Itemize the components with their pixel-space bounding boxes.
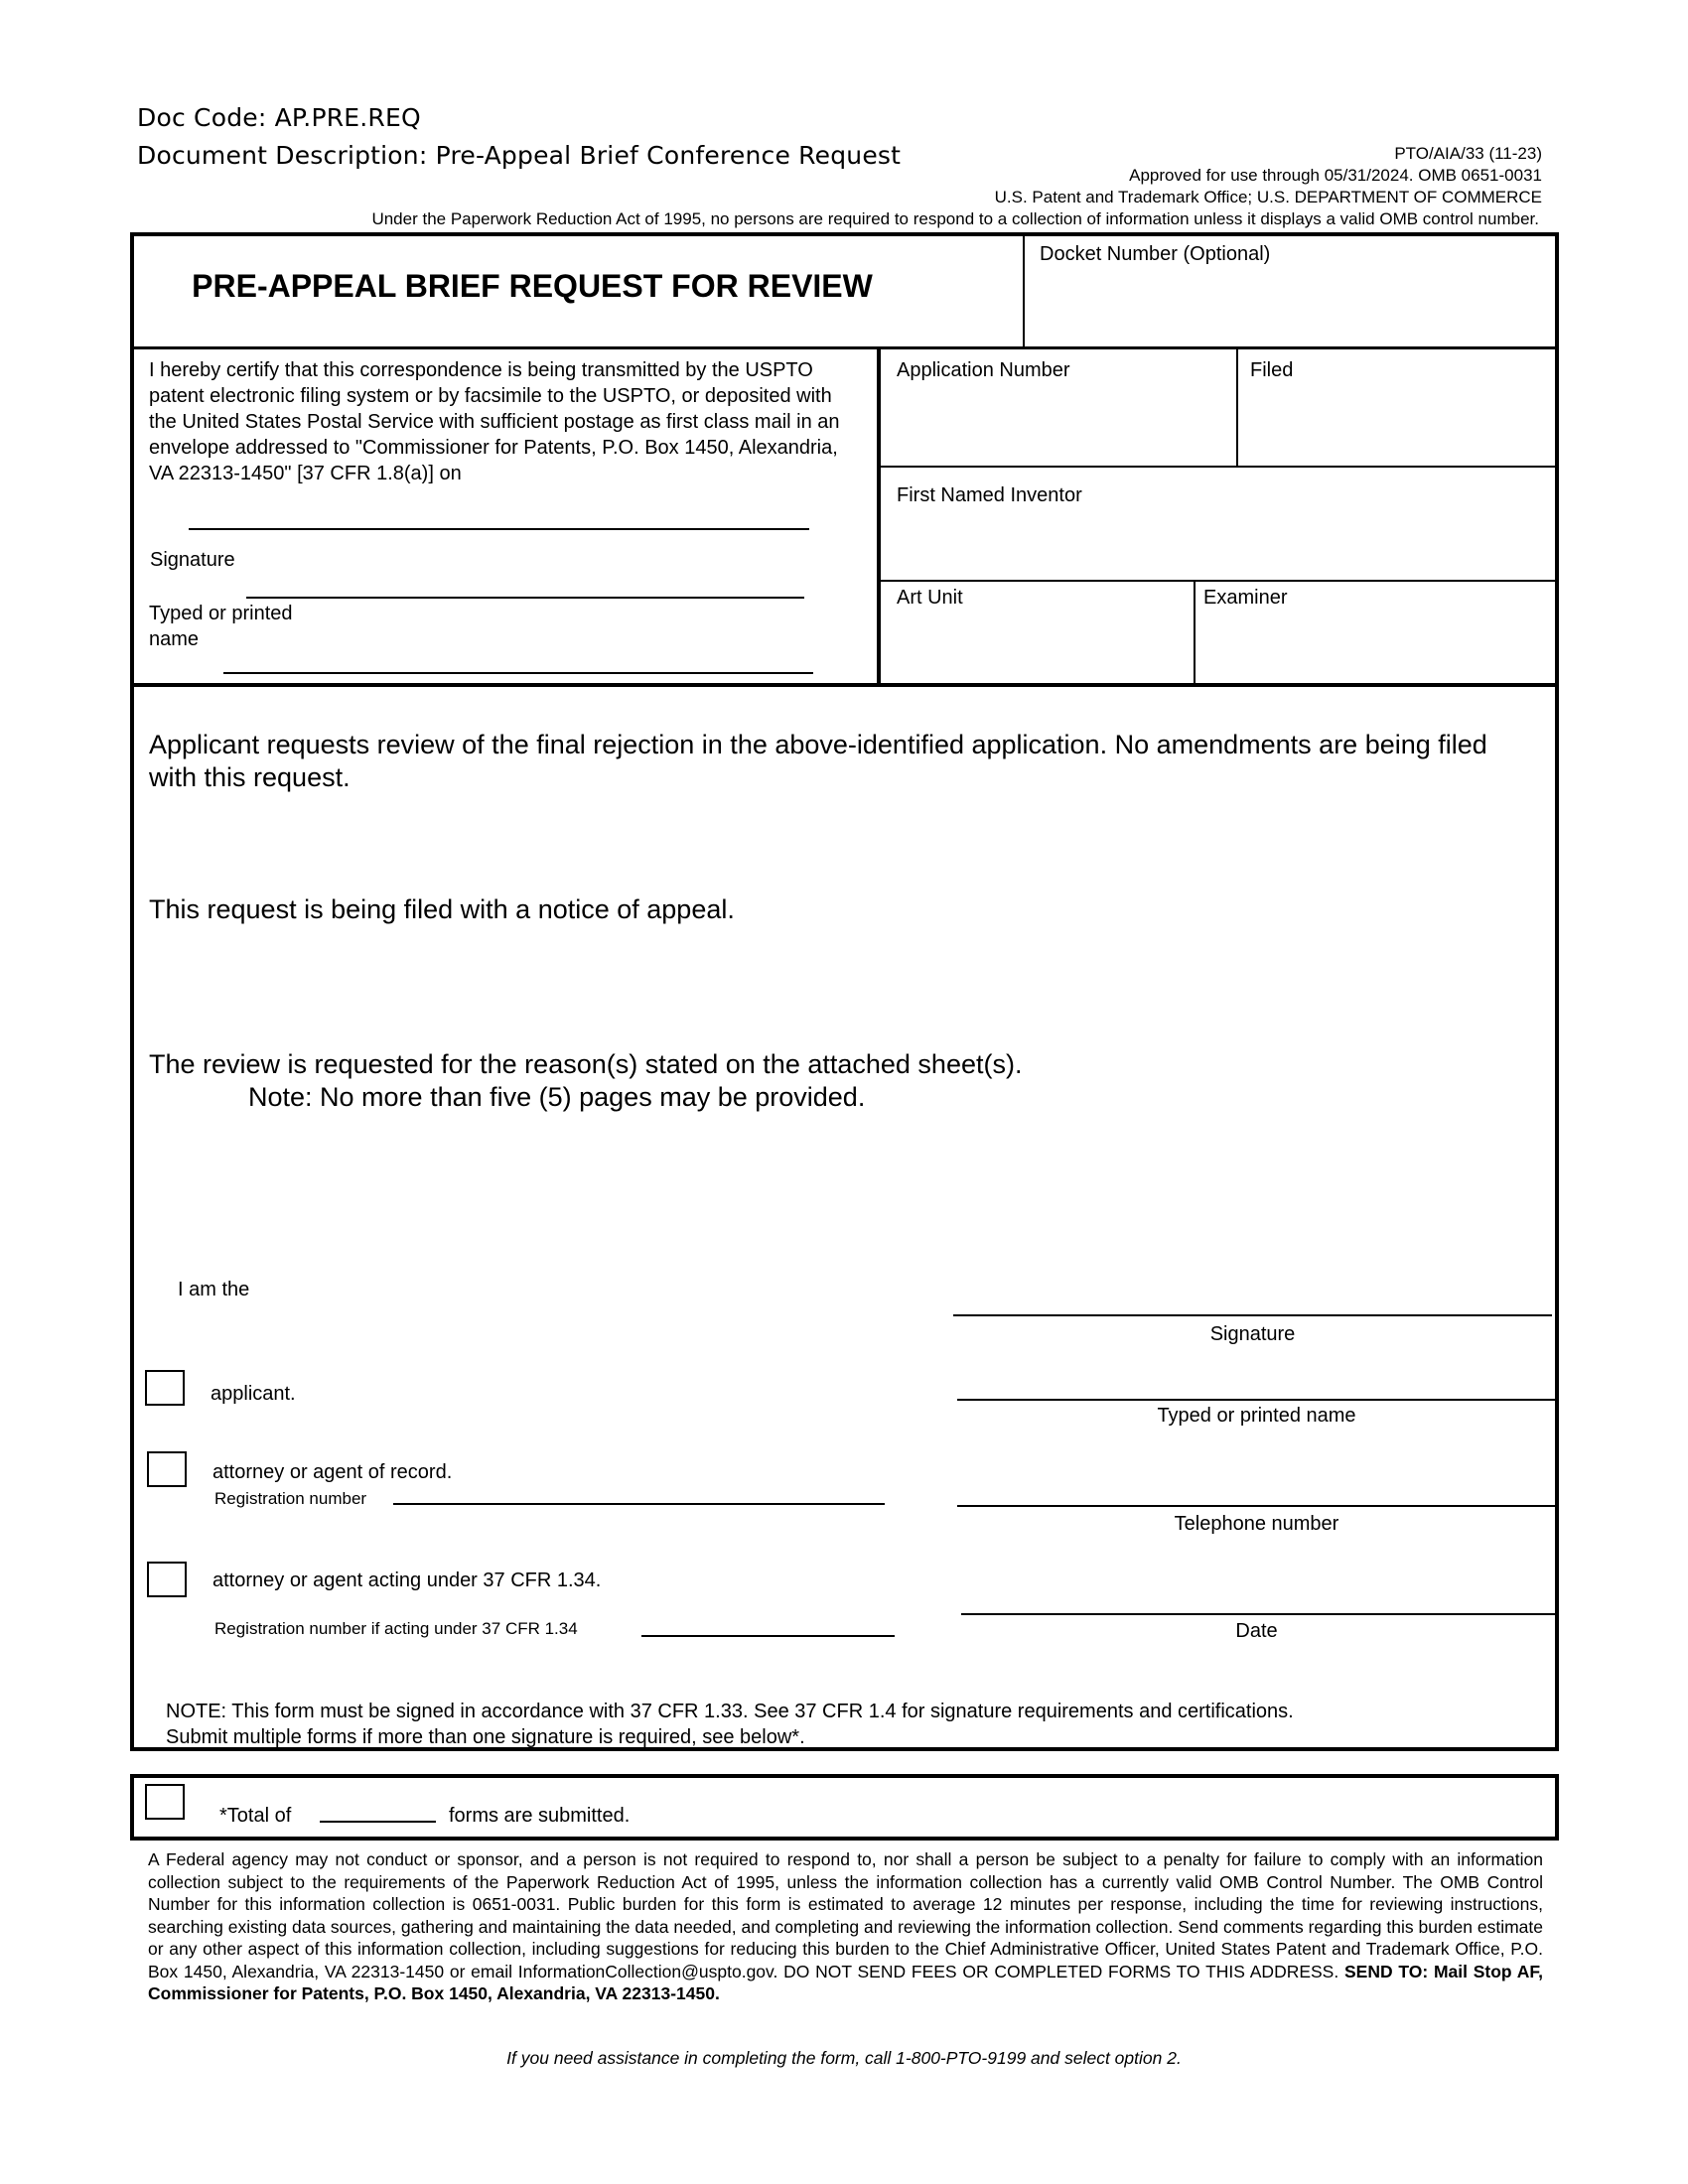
registration-number-line[interactable]: [393, 1503, 885, 1505]
docket-number-label: Docket Number (Optional): [1040, 243, 1271, 265]
certification-signature-line[interactable]: [246, 597, 804, 599]
telephone-line[interactable]: [957, 1505, 1559, 1507]
agency-text: U.S. Patent and Trademark Office; U.S. DEPARTMENT OF COMMERCE: [994, 188, 1542, 206]
signature-note-line2: Submit multiple forms if more than one signature is required, see below*.: [166, 1726, 805, 1748]
total-forms-checkbox[interactable]: [145, 1784, 185, 1820]
note-text: Note: No more than five (5) pages may be provided.: [248, 1082, 866, 1112]
telephone-caption: Telephone number: [1174, 1513, 1339, 1535]
divider: [879, 580, 1557, 582]
application-number-label: Application Number: [897, 359, 1070, 381]
application-number-field[interactable]: [889, 389, 1226, 459]
send-to-address: SEND TO: Mail Stop AF, Commissioner for Patents, P.O. Box 1450, Alexandria, VA 22313-1450.: [148, 1961, 1543, 2003]
doc-code: Doc Code: AP.PRE.REQ: [137, 103, 421, 132]
total-forms-count-line[interactable]: [320, 1821, 436, 1823]
acting-attorney-checkbox[interactable]: [147, 1562, 187, 1597]
divider: [1023, 234, 1025, 347]
reason-text: The review is requested for the reason(s) stated on the attached sheet(s).: [149, 1049, 1023, 1079]
divider: [879, 466, 1557, 468]
filed-label: Filed: [1250, 359, 1294, 381]
total-forms-frame: [130, 1774, 1559, 1841]
certification-date-line[interactable]: [189, 528, 809, 530]
divider: [132, 346, 1557, 349]
total-forms-prefix: *Total of: [219, 1805, 292, 1827]
divider: [1194, 581, 1196, 684]
attorney-of-record-label: attorney or agent of record.: [212, 1461, 453, 1483]
applicant-label: applicant.: [211, 1383, 296, 1405]
filed-field[interactable]: [1246, 389, 1549, 459]
date-caption: Date: [1235, 1620, 1278, 1642]
form-number: PTO/AIA/33 (11-23): [1394, 144, 1542, 163]
certification-name-label: Typed or printed name: [149, 603, 293, 650]
burden-text: A Federal agency may not conduct or sponsor, and a person is not required to respond to, nor shall a person be subject to a penalty for failure to comply with an information collection subject to the requirements of the Paperwork Reduction Act of 1995, unless the information collection has a currently valid OMB Control Number. The OMB Control Number for this information collection is 0651-0031. Public burden for this form is estimated to average 12 minutes per response, including the time for reviewing instructions, searching existing data sources, gathering and maintaining the data needed, and completing and reviewing the information collection. Send comments regarding this burden estimate or any other aspect of this information collection, including suggestions for reducing this burden to the Chief Administrative Officer, United States Patent and Trademark Office, P.O. Box 1450, Alexandria, VA 22313-1450 or email InformationCollection@uspto.gov. DO NOT SEND FEES OR COMPLETED FORMS TO THIS ADDRESS.: [148, 1849, 1543, 1981]
date-line[interactable]: [961, 1613, 1559, 1615]
docket-number-field[interactable]: [1033, 273, 1549, 341]
applicant-checkbox[interactable]: [145, 1370, 185, 1406]
first-inventor-label: First Named Inventor: [897, 484, 1082, 506]
art-unit-field[interactable]: [889, 615, 1187, 677]
request-text: Applicant requests review of the final rejection in the above-identified application. No amendments are being filed with this request.: [149, 730, 1487, 792]
registration-acting-line[interactable]: [641, 1635, 895, 1637]
art-unit-label: Art Unit: [897, 587, 963, 609]
signature-note-line1: NOTE: This form must be signed in accordance with 37 CFR 1.33. See 37 CFR 1.4 for signature requirements and certifications.: [166, 1701, 1294, 1722]
assistance-text: If you need assistance in completing the form, call 1-800-PTO-9199 and select option 2.: [506, 2048, 1182, 2068]
first-inventor-field[interactable]: [889, 514, 1549, 574]
registration-acting-label: Registration number if acting under 37 CFR 1.34: [214, 1619, 578, 1638]
certification-text: I hereby certify that this correspondence is being transmitted by the USPTO patent electronic filing system or by facsimile to the USPTO, or deposited with the United States Postal Service with sufficient postage as first class mail in an envelope addressed to "Commissioner for Patents, P.O. Box 1450, Alexandria, VA 22313-1450" [37 CFR 1.8(a)] on: [149, 359, 840, 484]
attorney-of-record-checkbox[interactable]: [147, 1451, 187, 1487]
i-am-the-label: I am the: [178, 1279, 250, 1300]
divider: [132, 683, 1557, 687]
signature-caption: Signature: [1209, 1323, 1296, 1345]
doc-description: Document Description: Pre-Appeal Brief Conference Request: [137, 141, 902, 170]
burden-statement: [148, 1848, 1543, 2005]
examiner-label: Examiner: [1203, 587, 1288, 609]
certification-name-line[interactable]: [223, 672, 813, 674]
form-title: PRE-APPEAL BRIEF REQUEST FOR REVIEW: [192, 268, 873, 304]
typed-name-line[interactable]: [957, 1399, 1556, 1401]
certification-signature-label: Signature: [150, 549, 235, 571]
approval-text: Approved for use through 05/31/2024. OMB 0651-0031: [1129, 166, 1542, 185]
examiner-field[interactable]: [1201, 615, 1549, 677]
divider: [1236, 346, 1238, 466]
total-forms-suffix: forms are submitted.: [449, 1805, 631, 1827]
typed-name-caption: Typed or printed name: [1157, 1405, 1356, 1427]
acting-attorney-label: attorney or agent acting under 37 CFR 1.34.: [212, 1570, 602, 1591]
divider: [877, 348, 881, 684]
paperwork-notice: Under the Paperwork Reduction Act of 1995, no persons are required to respond to a collection of information unless it displays a valid OMB control number.: [371, 209, 1539, 228]
registration-number-label: Registration number: [214, 1489, 367, 1508]
notice-text: This request is being filed with a notice of appeal.: [149, 894, 735, 924]
signature-line[interactable]: [953, 1314, 1552, 1316]
